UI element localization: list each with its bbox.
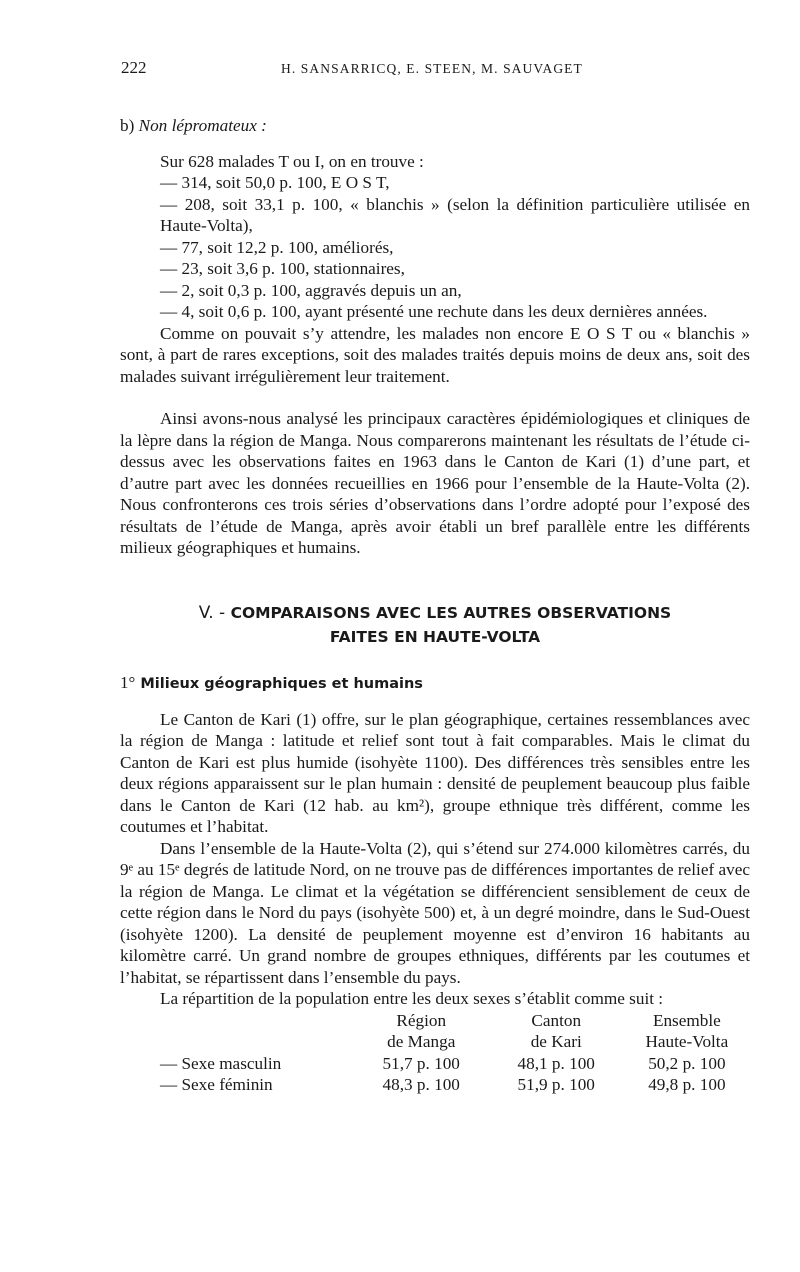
table-cell: 51,9 p. 100 [517, 1075, 595, 1094]
row-label: — Sexe masculin [160, 1053, 282, 1073]
list-item: — 208, soit 33,1 p. 100, « blanchis » (selon la définition particulière utilisée en Haute-Volta), [160, 194, 750, 235]
list-item: — 2, soit 0,3 p. 100, aggravés depuis un an, [160, 280, 462, 300]
section-v-title-line2: FAITES EN HAUTE-VOLTA [329, 627, 541, 646]
page-body [120, 115, 750, 1096]
results-list [120, 172, 750, 323]
list-item: — 77, soit 12,2 p. 100, améliorés, [160, 237, 394, 257]
column-header: Ensemble Haute-Volta [645, 1010, 729, 1051]
subsection-b-label: b) [120, 116, 135, 135]
section-v-title [120, 601, 750, 649]
column-header: Région de Manga [387, 1010, 456, 1051]
population-table [160, 1010, 750, 1096]
subsection-1-number: 1° [120, 672, 136, 692]
paragraph-summary: Ainsi avons-nous analysé les principaux caractères épidémiologiques et cliniques de la lèpre dans la région de Manga. Nous comparerons maintenant les résultats de l’étude ci-dessus avec les observations faites en 1963 dans le Canton de Kari (1) d’une part, et d’autre part avec les données recueillies en 1966 pour l’ensemble de la Haute-Volta (2). Nous confronterons ces trois séries d’observations dans l’ordre adopté pour l’exposé des résultats de l’étude de Manga, après avoir établi un bref parallèle entre les différents milieux géographiques et humains. [120, 409, 750, 557]
running-authors: H. SANSARRICQ, E. STEEN, M. SAUVAGET [281, 61, 583, 76]
intro-line: Sur 628 malades T ou I, on en trouve : [160, 151, 424, 171]
row-label: — Sexe féminin [160, 1075, 273, 1094]
subsection-b-title: Non lépromateux : [138, 116, 267, 135]
subsection-1-heading: Milieux géographiques et humains [140, 675, 423, 692]
list-item: — 23, soit 3,6 p. 100, stationnaires, [160, 259, 405, 278]
running-header [0, 58, 800, 82]
list-item: — 314, soit 50,0 p. 100, E O S T, [160, 173, 390, 192]
list-item: — 4, soit 0,6 p. 100, ayant présenté une rechute dans les deux dernières années. [160, 302, 708, 321]
subsection-b-heading [120, 115, 750, 137]
paragraph-expected: Comme on pouvait s’y attendre, les malades non encore E O S T ou « blanchis » sont, à part de rares exceptions, soit des malades traités depuis moins de deux ans, soit des malades suivant irrégulièrement leur traitement. [120, 323, 750, 386]
table-row [160, 1074, 750, 1096]
column-header: Canton de Kari [530, 1010, 582, 1051]
page-number: 222 [121, 58, 147, 77]
table-header-row [160, 1010, 750, 1053]
table-cell: 49,8 p. 100 [648, 1075, 726, 1094]
table-cell: 48,3 p. 100 [382, 1075, 460, 1094]
table-row [160, 1053, 750, 1075]
section-v-number: V. - [198, 602, 226, 623]
section-v-title-line1: COMPARAISONS AVEC LES AUTRES OBSERVATIONS [230, 603, 672, 622]
subsection-1-title [120, 673, 750, 693]
table-cell: 48,1 p. 100 [517, 1053, 595, 1073]
paragraph-repartition: La répartition de la population entre les deux sexes s’établit comme suit : [160, 989, 664, 1008]
table-cell: 50,2 p. 100 [648, 1053, 726, 1073]
table-cell: 51,7 p. 100 [382, 1053, 460, 1073]
paragraph-kari: Le Canton de Kari (1) offre, sur le plan géographique, certaines ressemblances avec la région de Manga : latitude et relief sont tout à fait comparables. Mais le climat du Canton de Kari est plus humide (isohyète 1100). Des différences très sensibles entre les deux régions apparaissent sur le plan humain : densité de peuplement beaucoup plus faible dans le Canton de Kari (12 hab. au km²), groupe ethnique très différent, comme les coutumes et l’habitat. [120, 709, 750, 836]
paragraph-haute-volta: Dans l’ensemble de la Haute-Volta (2), qui s’étend sur 274.000 kilomètres carrés, du 9ᵉ au 15ᵉ degrés de latitude Nord, on ne trouve pas de différences importantes de relief avec la région de Manga. Le climat et la végétation se différencient sensiblement de ceux de cette région dans le Nord du pays (isohyète 500) et, à un degré moindre, dans le Sud-Ouest (isohyète 1200). La densité de peuplement moyenne est d’environ 16 habitants au kilomètre carré. Un grand nombre de groupes ethniques, différents par les coutumes et l’habitat, se répartissent dans l’ensemble du pays. [120, 838, 750, 987]
